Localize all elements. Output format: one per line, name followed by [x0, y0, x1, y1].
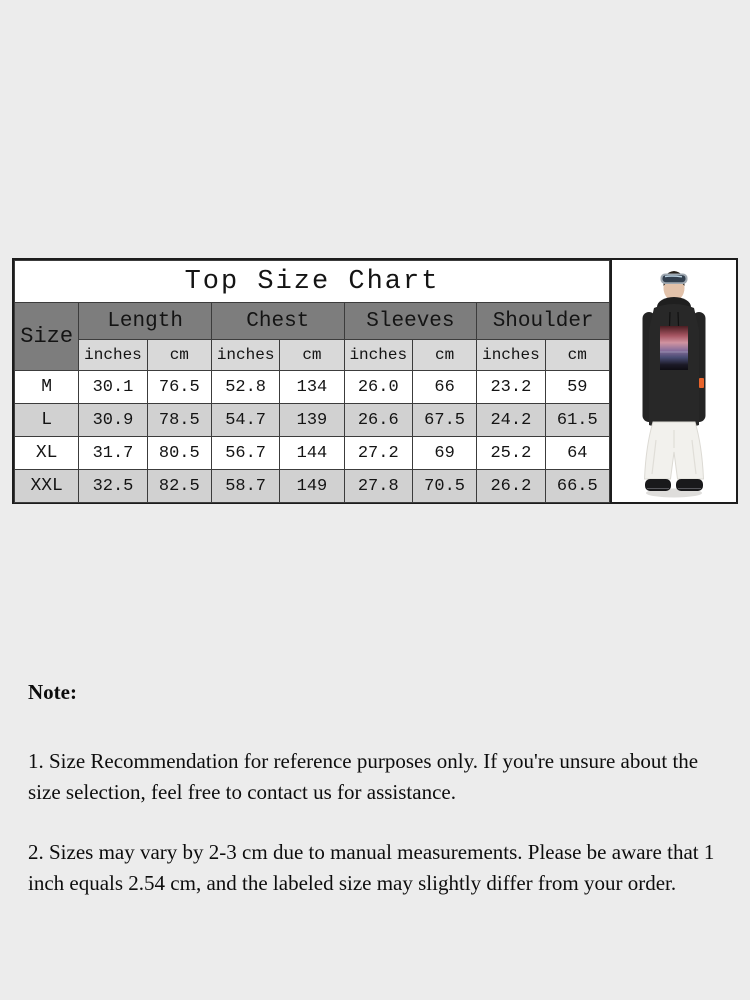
unit-header: cm [280, 340, 344, 371]
table-row-m [15, 371, 610, 404]
notes-section [28, 677, 728, 899]
cell-value: 30.9 [79, 404, 147, 437]
group-header-row [15, 303, 610, 340]
goggles-glint [665, 276, 682, 277]
model-photo-illustration [612, 260, 736, 502]
unit-header: inches [344, 340, 412, 371]
cell-value: 54.7 [211, 404, 279, 437]
unit-header: cm [412, 340, 476, 371]
size-chart-table-wrap [14, 260, 610, 502]
cell-value: 64 [545, 437, 609, 470]
cell-value: 144 [280, 437, 344, 470]
unit-header: cm [545, 340, 609, 371]
table-title-row [15, 261, 610, 303]
cell-value: 23.2 [477, 371, 545, 404]
unit-header: cm [147, 340, 211, 371]
size-label: XL [15, 437, 79, 470]
cell-value: 52.8 [211, 371, 279, 404]
table-row-l [15, 404, 610, 437]
cell-value: 69 [412, 437, 476, 470]
group-header-shoulder: Shoulder [477, 303, 610, 340]
size-label: XXL [15, 470, 79, 503]
note-item-1: 1. Size Recommendation for reference purposes only. If you're unsure about the size selection, feel free to contact us for assistance. [28, 749, 699, 804]
cell-value: 70.5 [412, 470, 476, 503]
unit-header-row [15, 340, 610, 371]
group-header-sleeves: Sleeves [344, 303, 477, 340]
table-row-xxl [15, 470, 610, 503]
cell-value: 26.6 [344, 404, 412, 437]
cell-value: 76.5 [147, 371, 211, 404]
cell-value: 26.2 [477, 470, 545, 503]
cell-value: 67.5 [412, 404, 476, 437]
cell-value: 30.1 [79, 371, 147, 404]
cell-value: 26.0 [344, 371, 412, 404]
unit-header: inches [79, 340, 147, 371]
cell-value: 31.7 [79, 437, 147, 470]
cell-value: 66 [412, 371, 476, 404]
cell-value: 25.2 [477, 437, 545, 470]
group-header-length: Length [79, 303, 212, 340]
table-row-xl [15, 437, 610, 470]
cell-value: 27.2 [344, 437, 412, 470]
hem-tag [699, 378, 704, 388]
hoodie-graphic-print [660, 326, 688, 370]
cell-value: 82.5 [147, 470, 211, 503]
cell-value: 32.5 [79, 470, 147, 503]
chart-title: Top Size Chart [15, 261, 610, 303]
shoe-right [676, 479, 703, 491]
cell-value: 61.5 [545, 404, 609, 437]
cell-value: 149 [280, 470, 344, 503]
cell-value: 80.5 [147, 437, 211, 470]
notes-heading: Note: [28, 680, 77, 704]
unit-header: inches [477, 340, 545, 371]
cell-value: 27.8 [344, 470, 412, 503]
shoe-left [645, 479, 671, 491]
cell-value: 139 [280, 404, 344, 437]
product-photo [610, 260, 736, 502]
size-chart-table [14, 260, 610, 503]
size-label: M [15, 371, 79, 404]
group-header-chest: Chest [211, 303, 344, 340]
cell-value: 24.2 [477, 404, 545, 437]
cell-value: 134 [280, 371, 344, 404]
size-column-header: Size [15, 303, 79, 371]
cell-value: 66.5 [545, 470, 609, 503]
size-chart-panel [12, 258, 738, 504]
cell-value: 58.7 [211, 470, 279, 503]
cell-value: 56.7 [211, 437, 279, 470]
note-item-2: 2. Sizes may vary by 2-3 cm due to manual measurements. Please be aware that 1 inch equals 2.54 cm, and the labeled size may slightly differ from your order. [28, 840, 715, 895]
unit-header: inches [211, 340, 279, 371]
size-label: L [15, 404, 79, 437]
cell-value: 78.5 [147, 404, 211, 437]
cell-value: 59 [545, 371, 609, 404]
